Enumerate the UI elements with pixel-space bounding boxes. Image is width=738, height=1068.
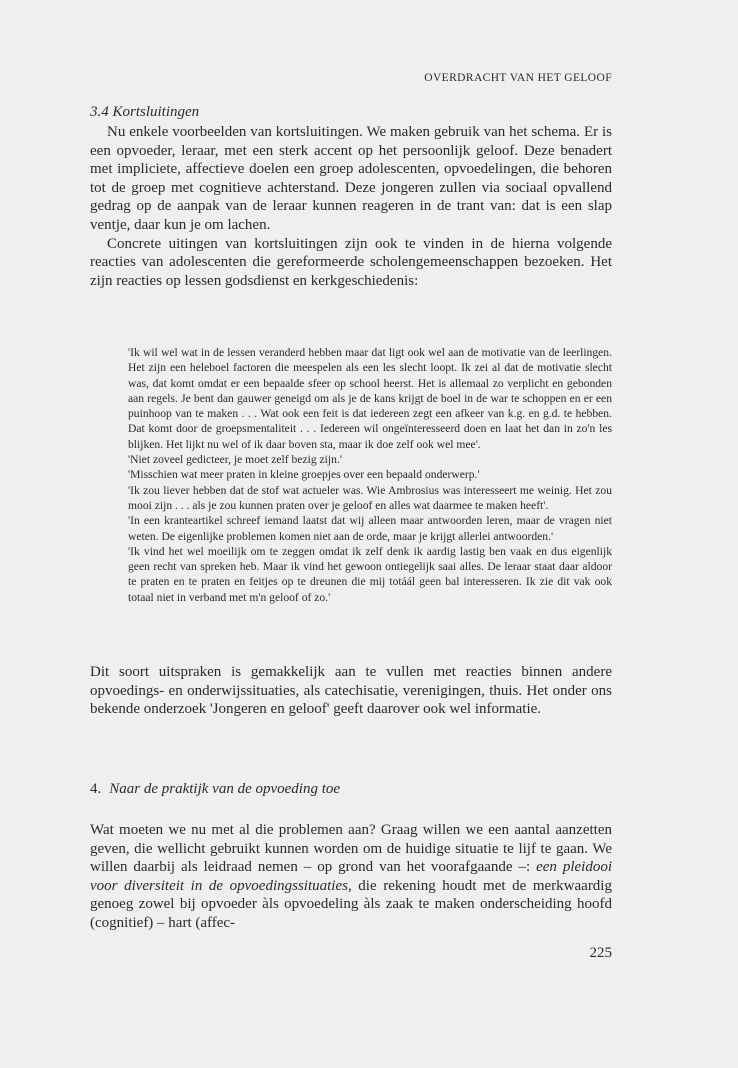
section-number: 4. <box>90 781 102 797</box>
section-4-body <box>90 821 612 933</box>
emphasis-text: een pleidooi voor diversiteit in de opvoedingssituaties, <box>90 859 612 894</box>
paragraph-text: Wat moeten we nu met al die problemen aan? Graag willen we een aantal aanzetten geven, die wellicht gebruikt kunnen worden om de huidige situatie te lijf te gaan. We willen daarbij als leidraad nemen – op grond van het voorafgaande –: <box>90 822 612 876</box>
paragraph: Dit soort uitspraken is gemakkelijk aan te vullen met reacties binnen andere opvoedings- en onderwijssituaties, als catechisatie, verenigingen, thuis. Het onder ons bekende onderzoek 'Jongeren en geloof' geeft daarover ook wel informatie. <box>90 664 612 718</box>
quote: 'Ik zou liever hebben dat de stof wat actueler was. Wie Ambrosius was interesseert me weinig. Het zou mooi zijn . . . als je zou kunnen praten over je geloof en alles wat daarmee te maken heeft'. <box>128 483 612 512</box>
page-number: 225 <box>589 945 612 961</box>
running-header: OVERDRACHT VAN HET GELOOF <box>424 72 612 84</box>
paragraph-text: die rekening houdt met de merkwaardig genoeg zowel bij opvoeder àls opvoedeling àls zaak te maken onderscheiding hoofd (cognitief) – hart (affec- <box>90 877 612 931</box>
paragraph <box>90 821 612 933</box>
quote: 'Ik wil wel wat in de lessen veranderd hebben maar dat ligt ook wel aan de motivatie van de leerlingen. Het zijn een heleboel factoren die meespelen als een les slecht loopt. Ik zei al dat de motivatie slecht was, dat komt omdat er een bepaalde sfeer op school heerst. Het is allemaal zo verplicht en gebonden aan regels. Je bent dan gauwer geneigd om als je de kans krijgt de boel in de war te schoppen en er een puinhoop van te maken . . . Wat ook een feit is dat iedereen zegt een afkeer van k.g. en g.d. te hebben. Dat komt door de groepsmentaliteit . . . Iedereen wil ongeïnteresseerd doen en laat het dan in zo'n les blijken. Het lijkt nu wel of ik daar boven sta, maar ik doe zelf ook wel mee'. <box>128 346 612 451</box>
quote: 'Ik vind het wel moeilijk om te zeggen omdat ik zelf denk ik aardig lastig ben vaak en dus eigenlijk geen recht van spreken heb. Maar ik vind het gewoon ontiegelijk saai alles. De leraar staat daar aldoor te praten en te praten en feitjes op te dreunen die mij totáál geen bal interesseren. Ik zie dit vak ook totaal niet in verband met m'n geloof of zo.' <box>128 544 612 604</box>
section-title-3-4: 3.4 Kortsluitingen <box>90 104 200 120</box>
quote: 'Misschien wat meer praten in kleine groepjes over een bepaald onderwerp.' <box>128 468 480 482</box>
section-heading-4 <box>90 781 340 798</box>
quote-block <box>128 345 612 605</box>
paragraph: Nu enkele voorbeelden van kortsluitingen. We maken gebruik van het schema. Er is een opvoeder, leraar, met een sterk accent op het persoonlijk geloof. Deze benadert met impliciete, affectieve doelen een groep adolescenten, opvoedelingen, die behoren tot de groep met cognitieve achterstand. Deze jongeren zullen via sociaal opvallend gedrag op de aanpak van de leraar kunnen reageren in de trant van: dat is een slap ventje, daar kun je om lachen. <box>90 124 612 233</box>
after-quotes-paragraph <box>90 663 612 719</box>
quote: 'In een kranteartikel schreef iemand laatst dat wij alleen maar antwoorden leren, maar de vragen niet weten. De eigenlijke problemen komen niet aan de orde, maar je krijgt allerlei antwoorden.' <box>128 514 612 543</box>
quote: 'Niet zoveel gedicteer, je moet zelf bezig zijn.' <box>128 453 342 467</box>
paragraph: Concrete uitingen van kortsluitingen zijn ook te vinden in de hierna volgende reacties van adolescenten die gereformeerde scholengemeenschappen bezoeken. Het zijn reacties op lessen godsdienst en kerkgeschiedenis: <box>90 235 612 289</box>
section-title: Naar de praktijk van de opvoeding toe <box>109 781 341 797</box>
section-3-4-body <box>90 123 612 290</box>
